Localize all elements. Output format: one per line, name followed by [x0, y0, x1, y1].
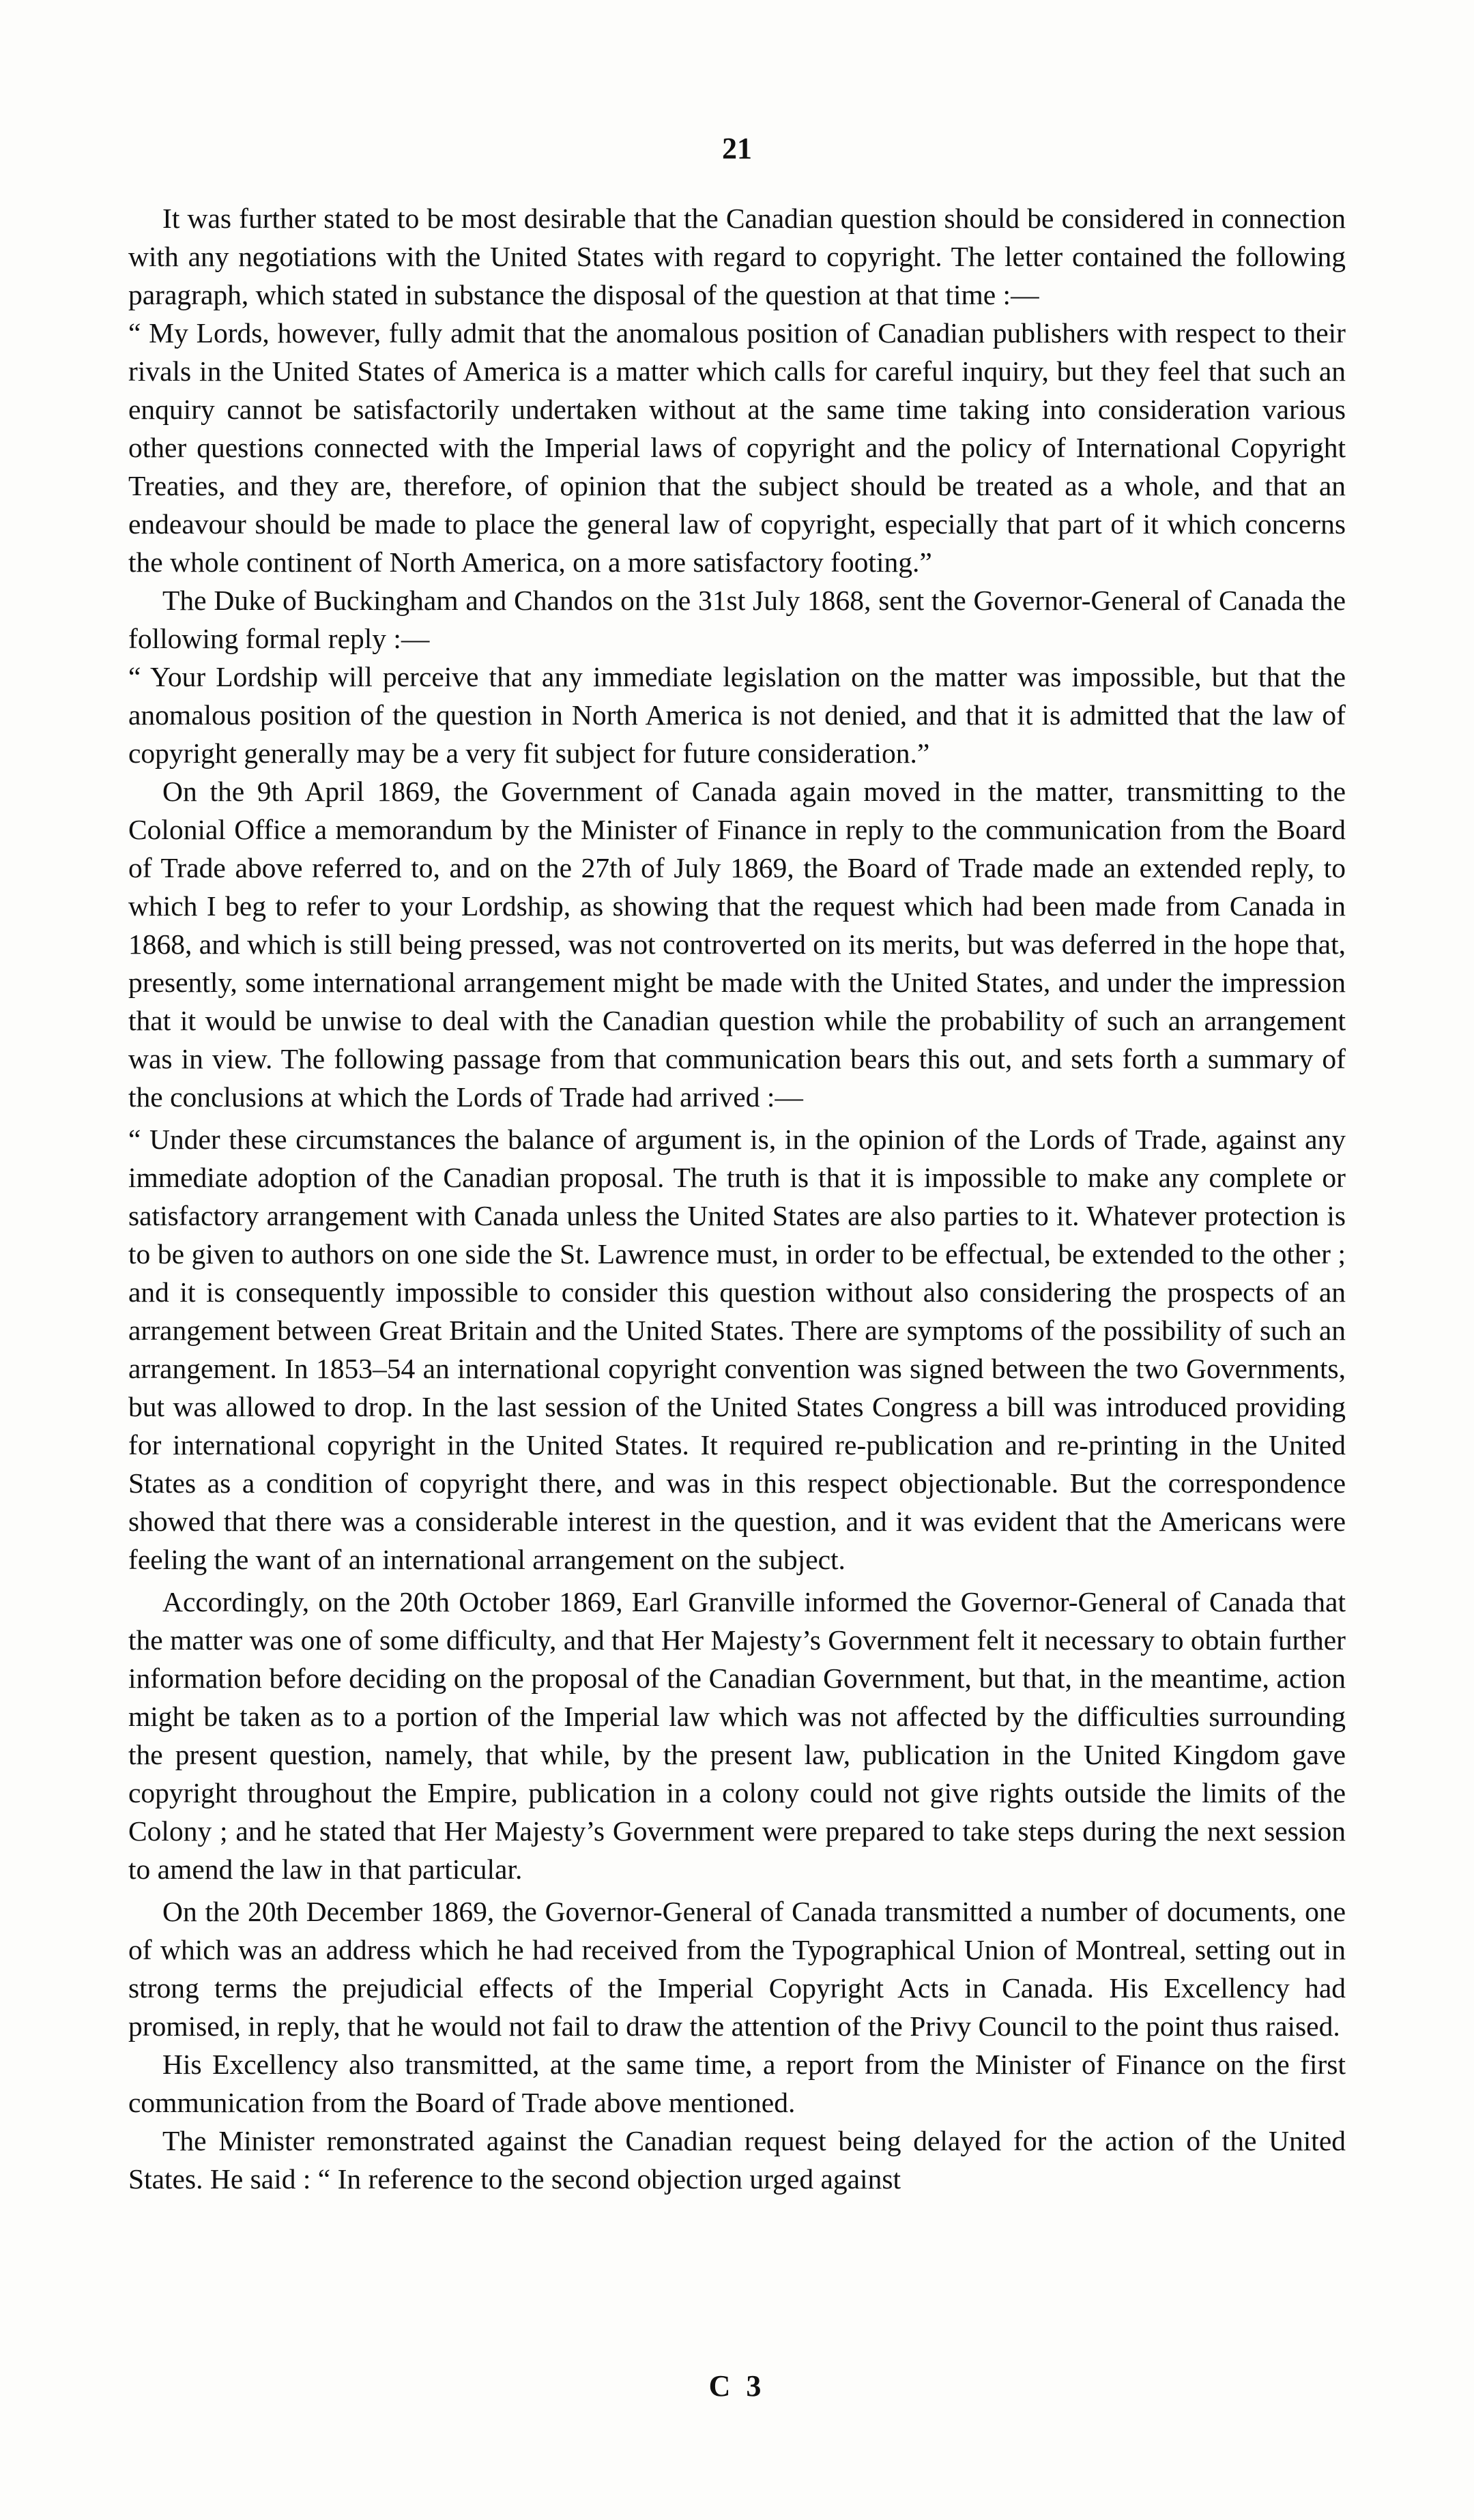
paragraph-april-1869: On the 9th April 1869, the Government of Canada again moved in the matter, transmitting to the Colonial Office a memorandum by the Minister of Finance in reply to the communication from the Board of Trade above referred to, and on the 27th of July 1869, the Board of Trade made an extended reply, to which I beg to refer to your Lordship, as showing that the request which had been made from Canada in 1868, and which is still being pressed, was not controverted on its merits, but was deferred in the hope that, presently, some international arrangement might be made with the United States, and under the impression that it would be unwise to deal with the Canadian question while the probability of such an arrangement was in view. The following passage from that communication bears this out, and sets forth a summary of the conclusions at which the Lords of Trade had arrived :— [128, 776, 1346, 1113]
paragraph-canadian-question: It was further stated to be most desirable that the Canadian question should be considered in connection with any negotiations with the United States with regard to copyright. The letter contained the following paragraph, which stated in substance the disposal of the question at that time :— [128, 203, 1346, 310]
quote-my-lords: “ My Lords, however, fully admit that the anomalous position of Canadian publishers with respect to their rivals in the United States of America is a matter which calls for careful inquiry, but they feel that such an enquiry cannot be satisfactorily undertaken without at the same time taking into consideration various other questions connected with the Imperial laws of copyright and the policy of International Copyright Treaties, and they are, therefore, of opinion that the subject should be treated as a whole, and that an endeavour should be made to place the general law of copyright, especially that part of it which concerns the whole continent of North America, on a more satisfactory footing.” [128, 317, 1346, 578]
paragraph-december-1869: On the 20th December 1869, the Governor-General of Canada transmitted a number of documents, one of which was an address which he had received from the Typographical Union of Montreal, setting out in strong terms the prejudicial effects of the Imperial Copyright Acts in Canada. His Excellency had promised, in reply, that he would not fail to draw the attention of the Privy Council to the point thus raised. [128, 1896, 1346, 2042]
paragraph-excellency-report: His Excellency also transmitted, at the same time, a report from the Minister of Finance on the first communication from the Board of Trade above mentioned. [128, 2049, 1346, 2118]
quote-your-lordship: “ Your Lordship will perceive that any immediate legislation on the matter was impossible, but that the anomalous position of the question in North America is not denied, and that it is admitted that the law of copyright generally may be a very fit subject for future consideration.” [128, 661, 1346, 769]
signature-mark: C 3 [708, 2369, 766, 2403]
body-text [128, 199, 1346, 2198]
quote-lords-of-trade: “ Under these circumstances the balance of argument is, in the opinion of the Lords of Trade, against any immediate adoption of the Canadian proposal. The truth is that it is impossible to make any complete or satisfactory arrangement with Canada unless the United States are also parties to it. Whatever protection is to be given to authors on one side the St. Lawrence must, in order to be effectual, be extended to the other ; and it is consequently impossible to consider this question without also considering the prospects of an arrangement between Great Britain and the United States. There are symptoms of the possibility of such an arrangement. In 1853–54 an international copyright convention was signed between the two Governments, but was allowed to drop. In the last session of the United States Congress a bill was introduced providing for international copyright in the United States. It required re-publication and re-printing in the United States as a condition of copyright there, and was in this respect objectionable. But the correspondence showed that there was a considerable interest in the question, and it was evident that the Americans were feeling the want of an international arrangement on the subject. [128, 1124, 1346, 1575]
paragraph-minister-remonstrated: The Minister remonstrated against the Canadian request being delayed for the action of the United States. He said : “ In reference to the second objection urged against [128, 2125, 1346, 2195]
paragraph-earl-granville: Accordingly, on the 20th October 1869, Earl Granville informed the Governor-General of Canada that the matter was one of some difficulty, and that Her Majesty’s Government felt it necessary to obtain further information before deciding on the proposal of the Canadian Government, but that, in the meantime, action might be taken as to a portion of the Imperial law which was not affected by the difficulties surrounding the present question, namely, that while, by the present law, publication in the United Kingdom gave copyright throughout the Empire, publication in a colony could not give rights outside the limits of the Colony ; and he stated that Her Majesty’s Government were prepared to take steps during the next session to amend the law in that particular. [128, 1586, 1346, 1885]
paragraph-duke-reply: The Duke of Buckingham and Chandos on the 31st July 1868, sent the Governor-General of Canada the following formal reply :— [128, 585, 1346, 654]
page-number: 21 [722, 132, 752, 165]
